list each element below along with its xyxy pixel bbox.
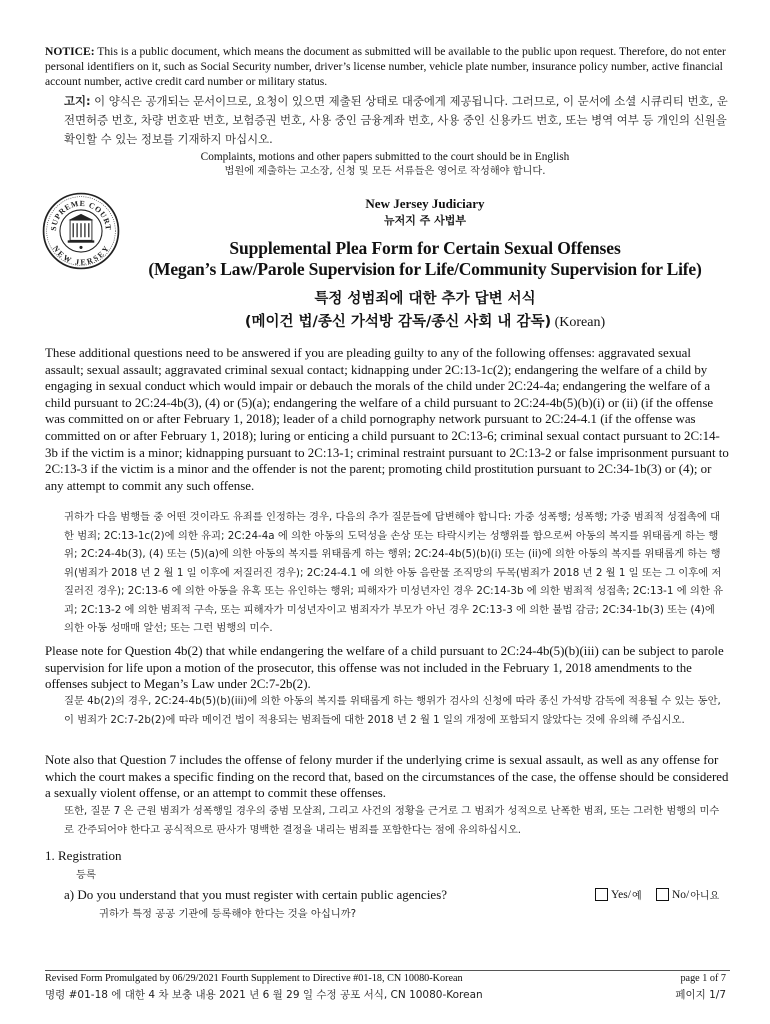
form-title-korean: 특정 성범죄에 대한 추가 답변 서식 <box>314 291 536 307</box>
footer-revision: Revised Form Promulgated by 06/29/2021 Fourth Supplement to Directive #01-18, CN 10080-Korean <box>45 973 463 984</box>
public-notice-korean <box>64 92 730 149</box>
form-subtitle-korean-text: (메이건 법/종신 가석방 감독/종신 사회 내 감독) <box>244 314 552 330</box>
seal-top-text: SUPREME COURT <box>48 198 114 232</box>
judiciary-name: New Jersey Judiciary <box>365 196 485 211</box>
form-subtitle-korean <box>0 310 770 331</box>
question-1a-no-checkbox[interactable] <box>656 888 669 901</box>
question-1a-yes-checkbox[interactable] <box>595 888 608 901</box>
note-question-7: Note also that Question 7 includes the offense of felony murder if the underlying crime is sexual assault, as well as any offense for which the court makes a specific finding on the record that, based on the circumstances of the case, the offense should be considered a sexually violent offense, or an attempt to commit these offenses. <box>45 753 729 801</box>
intro-paragraph-korean: 귀하가 다음 범행들 중 어떤 것이라도 유죄를 인정하는 경우, 다음의 추가 질문들에 답변해야 합니다: 가중 성폭행; 성폭행; 가중 범죄적 성접촉에 대한 범죄; 2C:13-1c(2)에 의한 유괴; 2C:24-4a 에 의한 아동의 도덕성을 손상 또는 타락시키는 성행위를 함으로써 아동의 복지를 위태롭게 하는 행위; 2C:24-4b(3), (4) 또는 (5)(a)에 의한 아동의 복지를 위태롭게 하는 행위; 2C:24-4b(5)(b)(i) 또는 (ii)에 의한 아동의 복지를 위태롭게 하는 행위(범죄가 2018 년 2 월 1 일 이후에 저질러진 경우); 2C:24-4.1 에 의한 아동 음란물 조직망의 두목(범죄가 2018 년 2 월 1 일 또는 그 이후에 저질러진 경우); 2C:13-6 에 의한 아동을 유혹 또는 유인하는 행위; 피해자가 미성년자인 경우 2C:14-3b 에 의한 범죄적 성접촉; 2C:13-1 에 의한 유괴; 2C:13-2 에 의한 범죄적 구속, 또는 피해자가 미성년자이고 범죄자가 부모가 아닌 경우 2C:13-3 에 의한 불법 감금; 2C:34-1b(3) 또는 (4)에 의한 아동 성매매 알선; 또는 그런 범행의 미수. <box>64 511 724 634</box>
yes-label: Yes/ <box>611 888 631 901</box>
note-question-4b2-korean: 질문 4b(2)의 경우, 2C:24-4b(5)(b)(iii)에 의한 아동의 복지를 위태롭게 하는 행위가 검사의 신청에 따라 종신 가석방 감독에 적용될 수 있는 동안, 이 범죄가 2C:7-2b(2)에 따라 메이건 법이 적용되는 범죄들에 대한 2018 년 2 월 1 일의 개정에 포함되지 않았다는 것에 유의해 주십시오. <box>64 695 721 726</box>
question-1a-no-option[interactable] <box>656 887 719 902</box>
no-label-korean: 아니요 <box>690 891 720 902</box>
english-requirement-korean: 법원에 제출하는 고소장, 신청 및 모든 서류들은 영어로 작성해야 합니다. <box>224 166 546 177</box>
footer-divider <box>45 970 730 971</box>
intro-paragraph: These additional questions need to be answered if you are pleading guilty to any of the following offenses: aggravated sexual assault; sexual assault; aggravated criminal sexual contact; kidnapping under 2C:13-1c(2); endangering the welfare of a child by engaging in sexual conduct which would impair or debauch the morals of the child under 2C:24-4a; endangering the welfare of a child pursuant to 2C:24-4b(3), (4) or (5)(a); endangering the welfare of a child pursuant to 2C:24-4b(5)(b)(i) or (ii) (if the offense was committed on or after February 1, 2018); leader of a child pornography network pursuant to 2C:24-4.1 (if the offense was committed on or after February 1, 2018); luring or enticing a child pursuant to 2C:13-6; criminal sexual contact pursuant to 2C:14-3b if the victim is a minor; kidnapping pursuant to 2C:13-1; criminal restraint pursuant to 2C:13-2 or false imprisonment pursuant to 2C:13-3 if the victim is a minor and the offender is not the parent; promoting child prostitution pursuant to 2C:34-1b(3) or (4); or any attempt to commit any such offense. <box>45 346 729 493</box>
question-1a-korean: 귀하가 특정 공공 기관에 등록해야 한다는 것을 아십니까? <box>99 908 357 920</box>
public-notice <box>45 44 730 89</box>
page-number: page 1 of 7 <box>680 973 726 984</box>
english-requirement: Complaints, motions and other papers submitted to the court should be in English <box>200 151 570 163</box>
notice-label-korean: 고지: <box>64 94 91 108</box>
judiciary-name-korean: 뉴저지 주 사법부 <box>383 214 467 227</box>
seal-bottom-text: NEW JERSEY <box>50 243 112 267</box>
yes-label-korean: 예 <box>631 891 642 902</box>
page-number-korean: 페이지 1/7 <box>675 989 726 1001</box>
language-label: (Korean) <box>551 315 606 330</box>
notice-text-korean: 이 양식은 공개되는 문서이므로, 요청이 있으면 제출된 상태로 대중에게 제공됩니다. 그러므로, 이 문서에 소셜 시큐리티 번호, 운전면허증 번호, 차량 번호판 번호, 보험증권 번호, 사용 중인 금융계좌 번호, 사용 중인 신용카드 번호, 또는 병역 여부 등 개인의 신원을 확인할 수 있는 정보를 기재하지 마십시오. <box>64 94 728 146</box>
section-registration-heading-korean: 등록 <box>76 869 96 881</box>
note-question-7-korean: 또한, 질문 7 은 근원 범죄가 성폭행일 경우의 중범 모살죄, 그리고 사건의 정황을 근거로 그 범죄가 성적으로 난폭한 범죄, 또는 그러한 범행의 미수로 간주되어야 한다고 공식적으로 판사가 명백한 결정을 내리는 범죄를 포함한다는 점에 유의하십시오. <box>64 805 720 836</box>
footer-revision-korean: 명령 #01-18 에 대한 4 차 보충 내용 2021 년 6 월 29 일 수정 공포 서식, CN 10080-Korean <box>45 989 483 1001</box>
question-1a: a) Do you understand that you must register with certain public agencies? <box>64 887 448 902</box>
note-question-4b2: Please note for Question 4b(2) that while endangering the welfare of a child pursuant to 2C:24-4b(5)(b)(iii) can be subject to parole supervision for life upon a motion of the prosecutor, this offense was not included in the February 1, 2018 amendments to the offenses subject to Megan’s Law under 2C:7-2b(2). <box>45 644 724 692</box>
section-registration-heading: 1. Registration <box>45 848 122 863</box>
notice-label: NOTICE: <box>45 45 95 58</box>
question-1a-yes-option[interactable] <box>595 887 642 902</box>
form-title: Supplemental Plea Form for Certain Sexual Offenses <box>229 238 621 258</box>
no-label: No/ <box>672 888 690 901</box>
notice-text: This is a public document, which means the document as submitted will be available to the public upon request. Therefore, do not enter personal identifiers on it, such as Social Security number, driver’s license number, vehicle plate number, insurance policy number, active financial account number, active credit card number or military status. <box>45 45 726 88</box>
form-subtitle: (Megan’s Law/Parole Supervision for Life/Community Supervision for Life) <box>148 259 702 279</box>
